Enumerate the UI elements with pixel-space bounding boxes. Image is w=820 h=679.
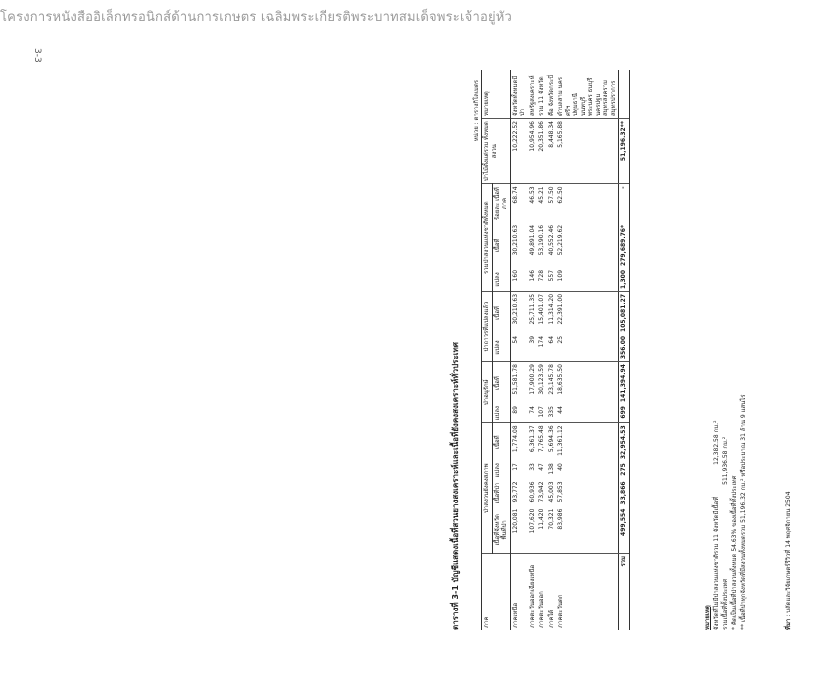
- total-row: [619, 70, 630, 630]
- table-row: [556, 70, 619, 630]
- value-cell: 45.21: [538, 186, 545, 204]
- value-cell: 17: [511, 463, 519, 471]
- source-line: [783, 491, 793, 630]
- col-pct: ร้อยละ เนื้อที่ ภาค: [492, 184, 510, 223]
- value-cell: 74: [528, 404, 538, 423]
- value-cell: 83,986: [556, 507, 619, 554]
- value-cell: 57,853: [557, 481, 564, 503]
- remark-text: ปทุมธานี: [572, 93, 579, 117]
- value-cell: 68.74: [511, 186, 519, 204]
- col-group-4: รวมป่าสงวนแห่งชาติทั้งหมด: [482, 184, 493, 292]
- total-cell: 1,300: [619, 268, 630, 291]
- value-cell: 120,081: [510, 507, 528, 554]
- value-cell: 60,936: [528, 481, 536, 503]
- value-cell: 10,222.52: [510, 119, 528, 184]
- remark-text: สมุทรปราการ: [609, 80, 617, 117]
- col-size-2: เนื้อที่: [492, 362, 510, 404]
- value-cell: 107,620: [528, 507, 538, 554]
- value-cell: 44: [556, 404, 619, 423]
- remark-cell: จังหวัดทั้งหมดมีป่า: [510, 70, 528, 119]
- value-cell: 45,003: [547, 481, 555, 503]
- total-cell: 32,954.53: [619, 423, 630, 461]
- col-parcels-2: แปลง: [492, 404, 510, 423]
- region-cell: ภาคใต้: [547, 609, 555, 628]
- value-cell: 64: [547, 334, 557, 362]
- col-parcels-3: แปลง: [492, 334, 510, 362]
- remark-text: พระนคร ธนบุรี: [587, 77, 594, 117]
- value-cell: 160: [510, 268, 528, 291]
- total-cell: 499,554: [619, 507, 630, 554]
- value-cell: 10,954.96: [528, 119, 538, 184]
- value-cell: 1,774.08: [511, 425, 519, 453]
- value-cell: 138: [547, 463, 555, 475]
- col-group-1: ป่าสงวนยังคงสภาพ: [482, 423, 493, 554]
- page-header: โครงการหนังสืออิเล็กทรอนิกส์ด้านการเกษตร เฉลิมพระเกียรติพระบาทสมเด็จพระเจ้าอยู่หัว: [0, 10, 513, 25]
- note-label: รวมเนื้อที่ทั้งประเทศ: [722, 578, 729, 630]
- value-cell: 11,361.12: [557, 425, 564, 456]
- value-cell: 5,694.36: [547, 425, 555, 453]
- data-table: [481, 70, 630, 630]
- value-cell: 6,361.37: [528, 425, 536, 453]
- col-size-1: เนื้อที่: [492, 423, 510, 461]
- col-size-3: เนื้อที่: [492, 291, 510, 333]
- notes-block: [703, 395, 748, 630]
- value-cell: 93,772: [511, 481, 519, 503]
- value-cell: 51,581.78: [511, 364, 519, 395]
- value-cell: 46.53: [528, 186, 536, 204]
- table-row: [510, 70, 528, 630]
- table-row: [547, 70, 557, 630]
- value-cell: 25: [556, 334, 619, 362]
- remark-cell: คือ จังหวัดกระบี่: [547, 70, 557, 119]
- total-label: รวม: [619, 554, 630, 631]
- remark-text: นครปฐม: [594, 93, 602, 117]
- total-cell: 356.00: [619, 334, 630, 362]
- remark-cell: สหรัฐสงเคราะห์: [528, 70, 538, 119]
- value-cell: 30,210.63: [511, 224, 519, 256]
- value-cell: 73,942: [538, 481, 545, 503]
- note-line: [712, 395, 721, 630]
- value-cell: 39: [528, 334, 538, 362]
- value-cell: 25,711.35: [528, 293, 536, 325]
- value-cell: 52,219.62: [557, 224, 564, 256]
- remark-text: ตำบลสาม นครศรีฯ: [557, 77, 572, 117]
- value-cell: 8,448.34: [547, 119, 557, 184]
- total-cell: 51,196.32**: [619, 119, 630, 184]
- col-remark: หมายเหตุ: [482, 70, 511, 119]
- note-value: 511,936.58 กม.²: [722, 436, 729, 485]
- value-cell: 174: [537, 334, 547, 362]
- page-number: 3-3: [32, 48, 42, 63]
- total-cell: -: [619, 184, 630, 223]
- remark-text: สมุทรสงคราม: [602, 80, 609, 117]
- region-cell: ภาคเหนือ: [511, 602, 519, 628]
- col-parcels-4: แปลง: [492, 268, 510, 291]
- note-line: ** เนื้อที่ป่าทุกจังหวัดที่มีสงวนทั้งหมดรวม 51,196.32 กม.² หรือประมาณ 31 ล้าน 9 แสนไร่: [740, 394, 747, 630]
- total-cell: 33,866: [620, 481, 627, 505]
- col-group-3: ป่าถาวรที่แปลงแล้ว: [482, 291, 493, 361]
- col-total: ป่าไม้ตั้งแต่รวม ทั้งหมดสงวน: [482, 119, 511, 184]
- value-cell: 20,351.86: [537, 119, 547, 184]
- table-row: [528, 70, 538, 630]
- value-cell: 728: [537, 268, 547, 291]
- remark-cell: [556, 70, 619, 119]
- value-cell: 11,420: [537, 507, 547, 554]
- region-cell: ภาคตะวันออก: [538, 591, 545, 628]
- value-cell: 49,891.04: [528, 224, 536, 256]
- col-group-2: ป่าอนุรักษ์: [482, 362, 493, 423]
- col-region: ภาค: [482, 554, 511, 631]
- total-cell: 141,394.94: [619, 362, 630, 404]
- remark-cell: รวม 11 จังหวัด: [537, 70, 547, 119]
- value-cell: 109: [556, 268, 619, 291]
- notes-heading: หมายเหตุ: [704, 605, 711, 630]
- value-cell: 53,190.16: [538, 224, 545, 256]
- value-cell: 18,635.50: [557, 364, 564, 395]
- col-size-4: เนื้อที่: [492, 223, 510, 268]
- value-cell: 146: [528, 268, 538, 291]
- value-cell: 15,401.07: [538, 293, 545, 325]
- remark-text: นนทบุรี: [579, 96, 587, 117]
- total-cell: 279,689.76*: [620, 224, 627, 266]
- value-cell: 89: [510, 404, 528, 423]
- value-cell: 70,321: [547, 507, 557, 554]
- value-cell: 54: [510, 334, 528, 362]
- col-parcels-1: แปลง: [492, 461, 510, 479]
- value-cell: 7,765.48: [538, 425, 545, 453]
- table-title: ตารางที่ 3-1 บัญชีแสดงเนื้อที่สวนยางสงเคราะห์และเนื้อที่ยังคงสงเคราะห์ทั่วประเทศ: [451, 342, 460, 630]
- col-area: เนื้อที่ป่า: [492, 479, 510, 506]
- value-cell: 57.50: [547, 186, 555, 204]
- value-cell: 22,391.00: [557, 293, 564, 325]
- value-cell: 23,145.78: [547, 364, 555, 395]
- source-text: : บลัดและวิจัยเกษตร์รีวิวที่ 14 พฤศจิกายน 2504: [785, 491, 792, 617]
- value-cell: 557: [547, 268, 557, 291]
- rotated-table-page: [445, 0, 820, 630]
- unit-label: หน่วย : ตารางกิโลเมตร: [473, 80, 480, 142]
- total-cell: 275: [619, 461, 630, 479]
- value-cell: 335: [547, 404, 557, 423]
- note-label: จังหวัดที่ไม่มีป่าสงวนแห่งชาติรวม 11 จังหวัดมีเนื้อที่: [713, 496, 720, 630]
- region-cell: ภาคตะวันตก: [557, 594, 564, 628]
- col-area-pa: เนื้อที่จังหวัด พื้นที่ป่า: [492, 507, 510, 554]
- value-cell: 107: [537, 404, 547, 423]
- value-cell: 30,210.63: [511, 293, 519, 325]
- value-cell: 17,900.29: [528, 364, 536, 395]
- value-cell: 47: [538, 463, 545, 471]
- total-cell: 699: [619, 404, 630, 423]
- total-remark: [619, 70, 630, 119]
- value-cell: 40,552.46: [547, 224, 555, 256]
- note-value: 12,382.58 กม.²: [713, 420, 720, 465]
- value-cell: 11,314.20: [547, 293, 555, 325]
- note-line: * คิดเป็นเนื้อที่ป่าสงวนทั้งหมด 54.63% ของเนื้อที่ทั้งประเทศ: [731, 475, 738, 630]
- value-cell: 33: [528, 463, 536, 471]
- value-cell: 30,123.59: [538, 364, 545, 395]
- value-cell: 40: [557, 463, 564, 471]
- value-cell: 5,165.88: [556, 119, 619, 184]
- source-label: ที่มา: [785, 618, 792, 630]
- total-cell: 105,081.27: [619, 291, 630, 333]
- region-cell: ภาคตะวันออกเฉียงเหนือ: [528, 564, 536, 628]
- value-cell: 62.50: [557, 186, 564, 204]
- table-row: [537, 70, 547, 630]
- note-line: [721, 395, 730, 630]
